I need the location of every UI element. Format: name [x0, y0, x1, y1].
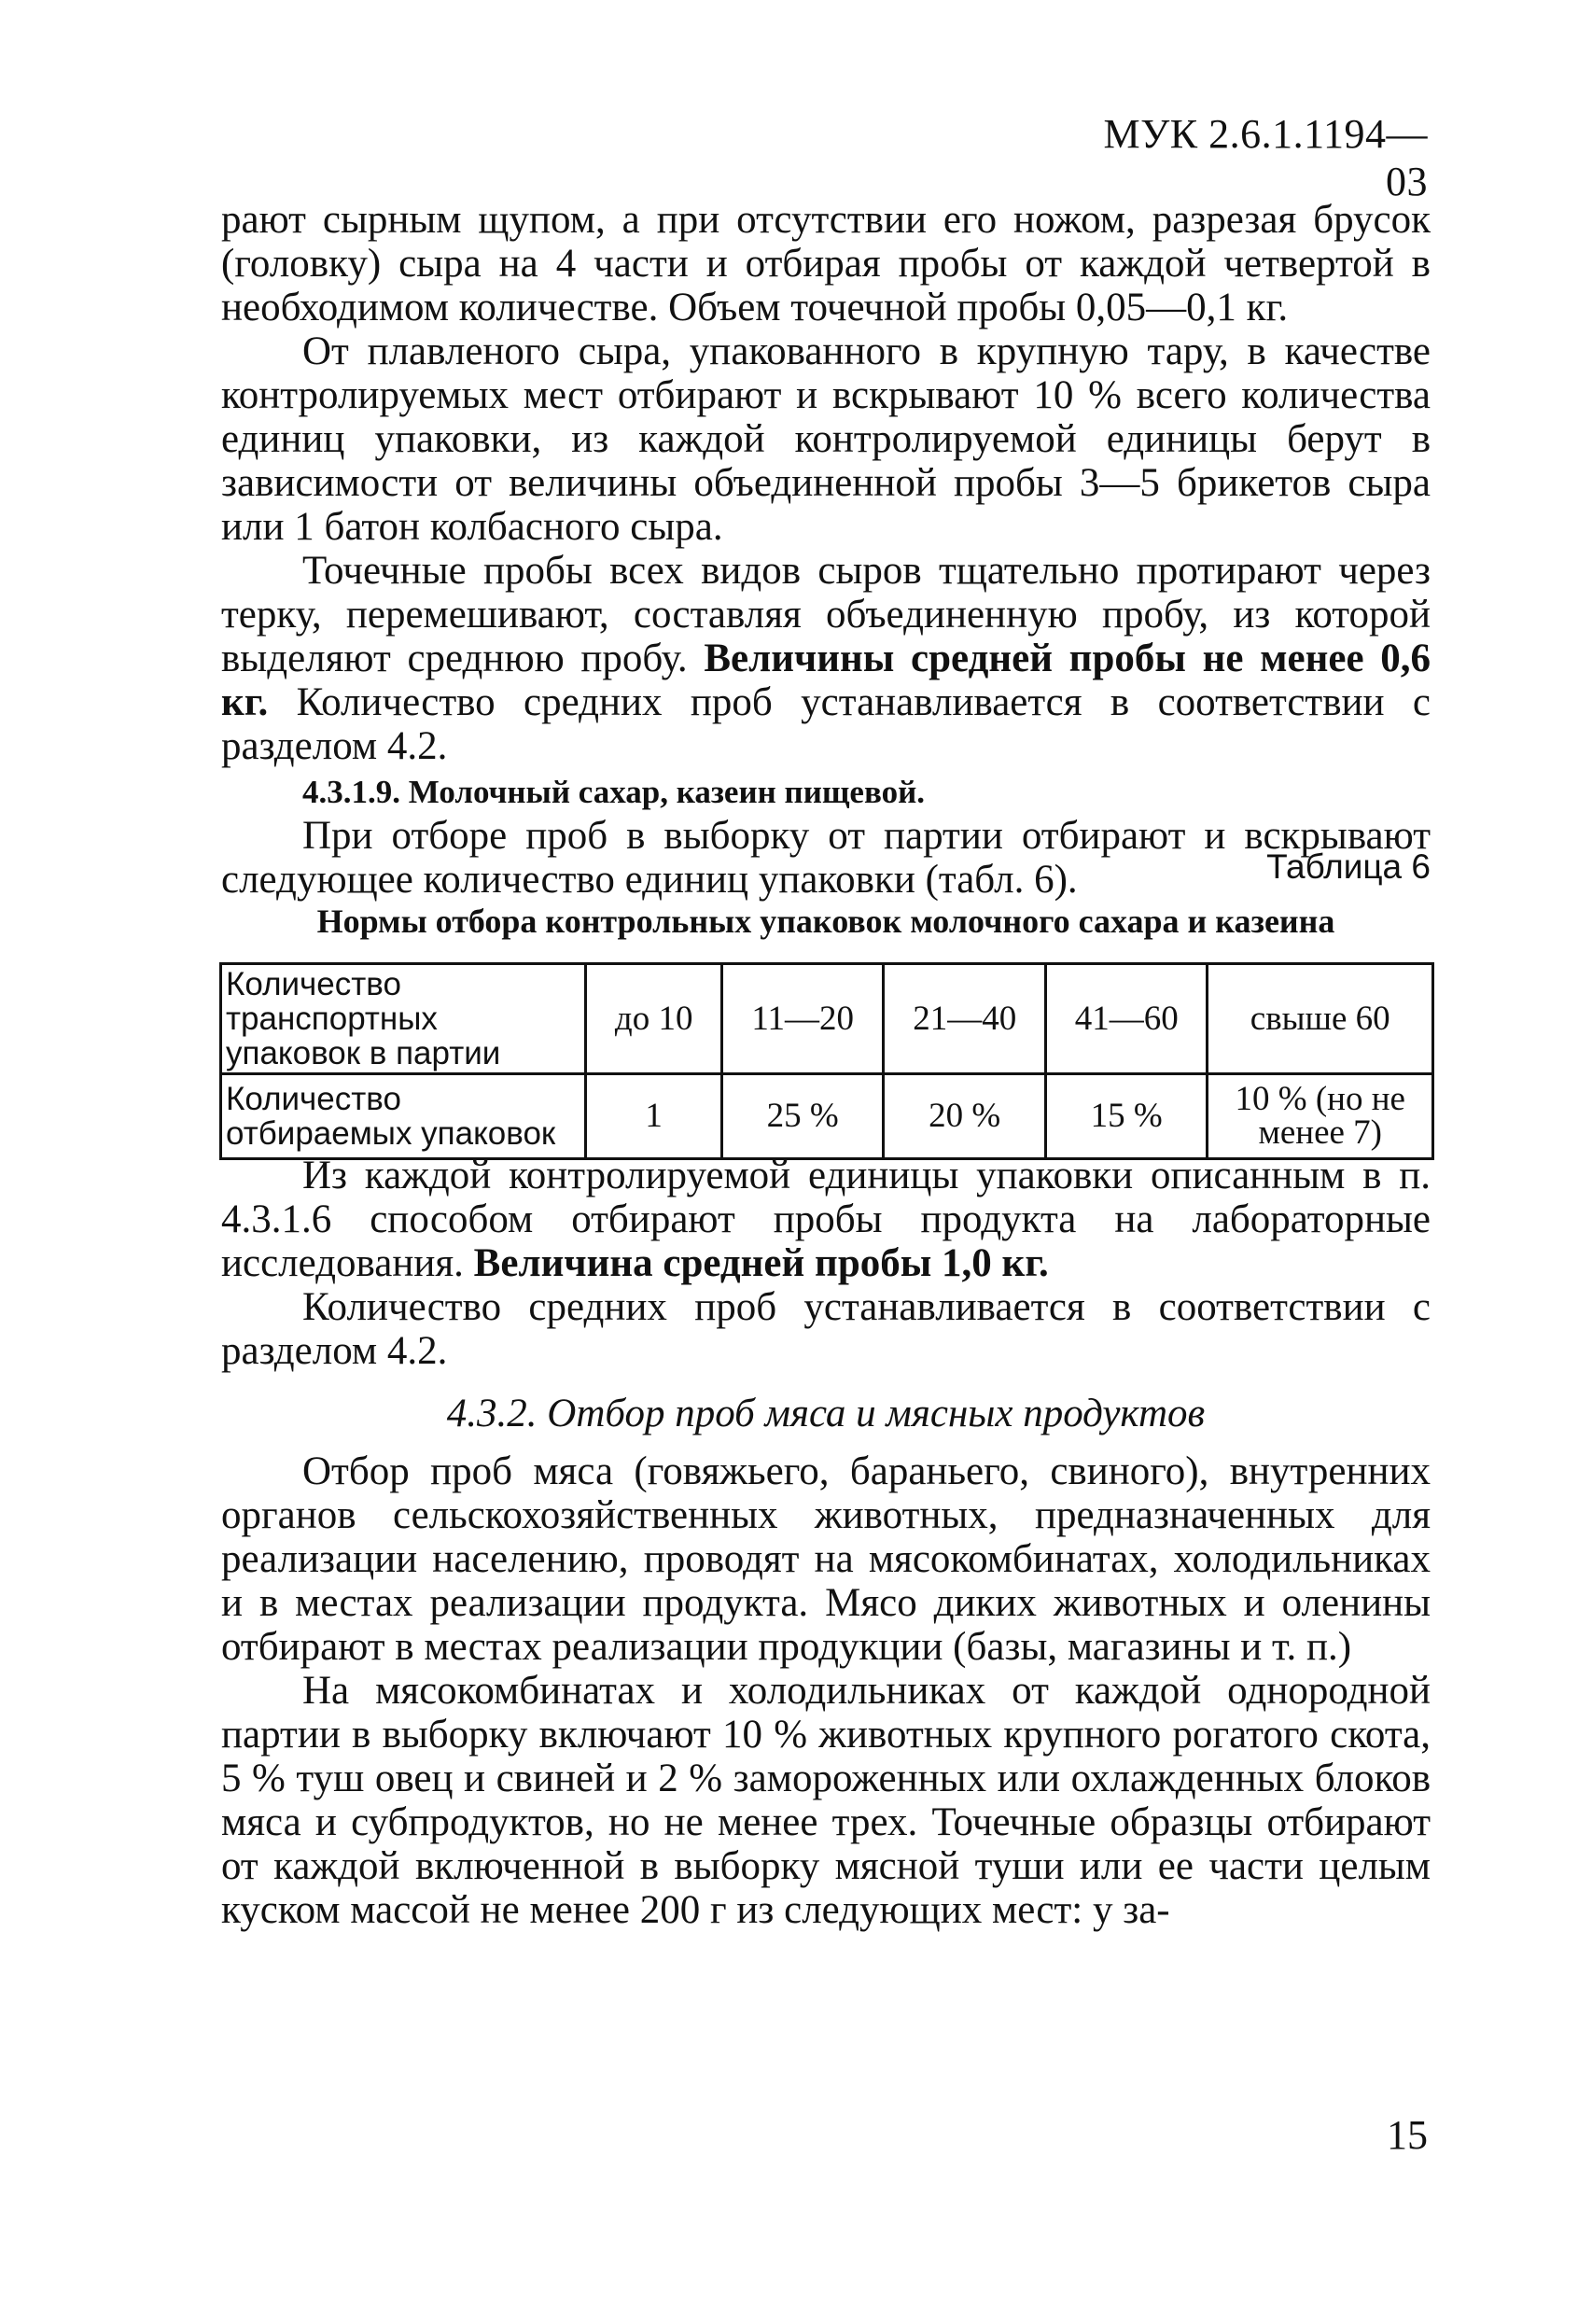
- table-row-header: Количество отбираемых упаковок: [221, 1074, 586, 1159]
- paragraph: Отбор проб мяса (говяжьего, бараньего, свиного), внутренних органов сельскохозяйственных животных, предназначенных для реализации населению, проводят на мясокомбинатах, холодильниках и в местах реализации продукта. Мясо диких животных и оленины отбирают в местах реализации продукции (базы, магазины и т. п.): [221, 1449, 1431, 1669]
- table-caption: Таблица 6: [1266, 847, 1431, 886]
- paragraph: рают сырным щупом, а при отсутствии его ножом, разрезая брусок (головку) сыра на 4 части и отбирая пробы от каждой четвертой в необходимом количестве. Объем точечной пробы 0,05—0,1 кг.: [221, 198, 1431, 329]
- item-heading-text: 4.3.1.9. Молочный сахар, казеин пищевой.: [302, 774, 926, 810]
- table-cell: 20 %: [884, 1074, 1046, 1159]
- paragraph-text: Точечные пробы всех видов сыров тщательно протирают через терку, перемешивают, составляя объединенную пробу, из которой выделяют среднюю пробу.: [221, 549, 1431, 680]
- table-cell: 10 % (но не менее 7): [1208, 1074, 1433, 1159]
- text-block-top: [221, 198, 1431, 902]
- table-cell: 11—20: [721, 964, 884, 1074]
- table-cell: 25 %: [721, 1074, 884, 1159]
- table-cell: 15 %: [1045, 1074, 1208, 1159]
- table-row: [221, 964, 1433, 1074]
- table-cell: до 10: [586, 964, 722, 1074]
- text-block-after-table: [221, 1154, 1431, 1373]
- table-row: [221, 1074, 1433, 1159]
- paragraph: От плавленого сыра, упакованного в крупную тару, в качестве контролируемых мест отбирают и вскрывают 10 % всего количества единиц упаковки, из каждой контролируемой единицы берут в зависимости от величины объединенной пробы 3—5 брикетов сыра или 1 батон колбасного сыра.: [221, 329, 1431, 549]
- document-code: МУК 2.6.1.1194—03: [1103, 111, 1428, 204]
- paragraph-text: Из каждой контролируемой единицы упаковки описанным в п. 4.3.1.6 способом отбирают пробы продукта на лабораторные исследования.: [221, 1154, 1431, 1285]
- paragraph-bold-text: Величина средней пробы 1,0 кг.: [473, 1241, 1049, 1285]
- table-title: Нормы отбора контрольных упаковок молочного сахара и казеина: [316, 903, 1335, 940]
- norms-table: [219, 962, 1434, 1160]
- table-cell: 1: [586, 1074, 722, 1159]
- table-cell: 41—60: [1045, 964, 1208, 1074]
- text-block-meat: [221, 1449, 1431, 1932]
- paragraph-bold-text: Величины средней пробы не менее 0,6 кг.: [221, 637, 1431, 724]
- table-cell: свыше 60: [1208, 964, 1433, 1074]
- paragraph: При отборе проб в выборку от партии отбирают и вскрывают следующее количество единиц упаковки (табл. 6).: [221, 814, 1431, 902]
- paragraph-after-table: [221, 1154, 1431, 1285]
- paragraph: Количество средних проб устанавливается в соответствии с разделом 4.2.: [221, 1285, 1431, 1373]
- page-number: 15: [1387, 2112, 1428, 2158]
- paragraph-text: Количество средних проб устанавливается в соответствии с разделом 4.2.: [221, 680, 1431, 768]
- item-heading: [221, 768, 1431, 814]
- paragraph-grinding: [221, 549, 1431, 768]
- table-row-header: Количество транспортных упаковок в партии: [221, 964, 586, 1074]
- paragraph: На мясокомбинатах и холодильниках от каждой однородной партии в выборку включают 10 % животных крупного рогатого скота, 5 % туш овец и свиней и 2 % замороженных или охлажденных блоков мяса и субпродуктов, но не менее трех. Точечные образцы отбирают от каждой включенной в выборку мясной туши или ее части целым куском массой не менее 200 г из следующих мест: у за-: [221, 1669, 1431, 1932]
- section-title: 4.3.2. Отбор проб мяса и мясных продуктов: [446, 1392, 1206, 1435]
- table-cell: 21—40: [884, 964, 1046, 1074]
